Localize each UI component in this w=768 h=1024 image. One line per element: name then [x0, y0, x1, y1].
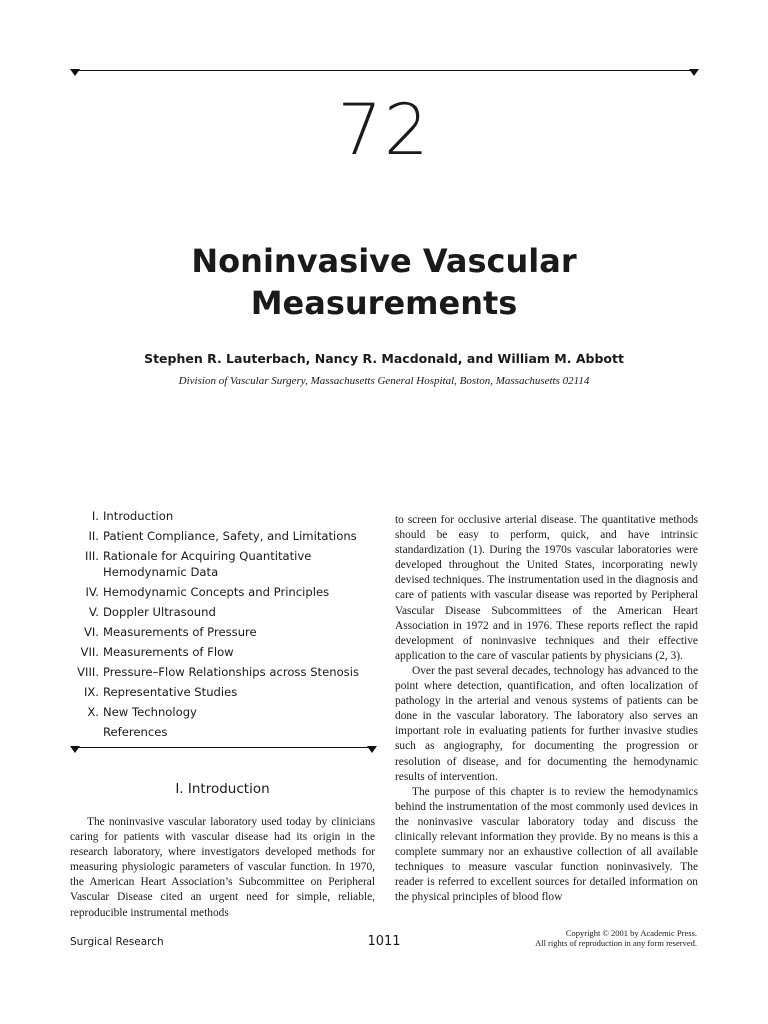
outline-label: Measurements of Flow [103, 645, 234, 659]
outline-item [70, 624, 375, 640]
outline-item [70, 548, 375, 580]
body-paragraph: to screen for occlusive arterial disease. The quantitative methods should be easy to perform, quick, and have intrinsic standardization (1). During the 1970s vascular laboratories were developed throughout the United States, incorporating newly devised techniques. The instrumentation used in the diagnosis and care of patients with vascular disease was reported by Peripheral Vascular Disease Subcommittees of the American Heart Association in 1972 and in 1976. These reports reflect the rapid development of noninvasive techniques and their effective application to the care of vascular patients by physicians (2, 3). [395, 514, 698, 662]
outline-item [70, 704, 375, 720]
outline-rule [75, 747, 372, 748]
top-rule [75, 70, 694, 71]
copyright-line-2: All rights of reproduction in any form reserved. [535, 938, 697, 948]
outline-item [70, 684, 375, 700]
right-column [395, 513, 698, 905]
outline-item [70, 604, 375, 620]
outline-label: References [103, 725, 168, 739]
outline-label: Introduction [103, 509, 174, 523]
body-paragraph: The purpose of this chapter is to review the hemodynamics behind the instrumentation of the most commonly used devices in the noninvasive vascular laboratory today and discuss the clinically relevant information they provide. By no means is this a complete summary nor an exhaustive collection of all available techniques to measure vascular function noninvasively. The reader is referred to excellent sources for detailed information on the physical principles of blood flow [395, 785, 698, 904]
outline-number: IX. [83, 685, 99, 699]
body-paragraph: Over the past several decades, technology has advanced to the point where detection, quantification, and often localization of pathology in the arterial and venous systems of patients can be done in the vascular laboratory. The laboratory also serves an important role in evaluating patients for further invasive studies such as angiography, for documenting the progression or resolution of disease, and for documenting the hemodynamic results of intervention. [395, 664, 698, 783]
copyright-notice [470, 928, 697, 948]
chapter-title-line-2: Measurements [250, 284, 518, 322]
page-number: 1011 [367, 934, 401, 949]
outline-number: II. [88, 529, 99, 543]
affiliation: Division of Vascular Surgery, Massachusetts General Hospital, Boston, Massachusetts 02114 [178, 375, 590, 387]
outline-label: Patient Compliance, Safety, and Limitations [103, 529, 357, 543]
outline-label: New Technology [103, 705, 197, 719]
outline-number: X. [87, 705, 99, 719]
rule-left-triangle-icon [70, 69, 80, 76]
outline-item [70, 664, 375, 680]
outline-item [70, 724, 375, 740]
rule-right-triangle-icon [689, 69, 699, 76]
outline-rule-right-triangle-icon [367, 746, 377, 753]
outline-number: V. [88, 605, 99, 619]
outline-item [70, 508, 375, 524]
outline-label: Measurements of Pressure [103, 625, 257, 639]
chapter-title-line-1: Noninvasive Vascular [191, 242, 577, 280]
body-paragraph-left: The noninvasive vascular laboratory used today by clinicians caring for patients with vascular disease had its origin in the research laboratory, where investigators developed methods for measuring physiologic parameters of vascular function. In 1970, the American Heart Association’s Subcommittee on Peripheral Vascular Disease cited an urgent need for simple, reliable, reproducible instrumental methods [70, 816, 375, 919]
outline-label: Rationale for Acquiring Quantitative Hemodynamic Data [103, 549, 312, 579]
outline-item [70, 644, 375, 660]
outline-label: Hemodynamic Concepts and Principles [103, 585, 330, 599]
outline-number: VI. [83, 625, 99, 639]
chapter-title [0, 240, 768, 324]
authors: Stephen R. Lauterbach, Nancy R. Macdonald, and William M. Abbott [144, 351, 624, 366]
chapter-number: 72 [337, 89, 431, 171]
outline-rule-left-triangle-icon [70, 746, 80, 753]
outline-number [70, 724, 99, 740]
outline-label: Pressure–Flow Relationships across Stenosis [103, 665, 359, 679]
outline-label: Representative Studies [103, 685, 238, 699]
outline-number: III. [85, 549, 99, 563]
outline-item [70, 528, 375, 544]
chapter-outline [70, 508, 375, 744]
outline-number: VIII. [77, 665, 99, 679]
outline-item [70, 584, 375, 600]
copyright-line-1: Copyright © 2001 by Academic Press. [565, 928, 697, 938]
outline-number: IV. [85, 585, 99, 599]
outline-number: I. [91, 509, 99, 523]
outline-number: VII. [80, 645, 99, 659]
section-heading: I. Introduction [175, 781, 270, 797]
book-title: Surgical Research [70, 936, 164, 948]
outline-label: Doppler Ultrasound [103, 605, 216, 619]
